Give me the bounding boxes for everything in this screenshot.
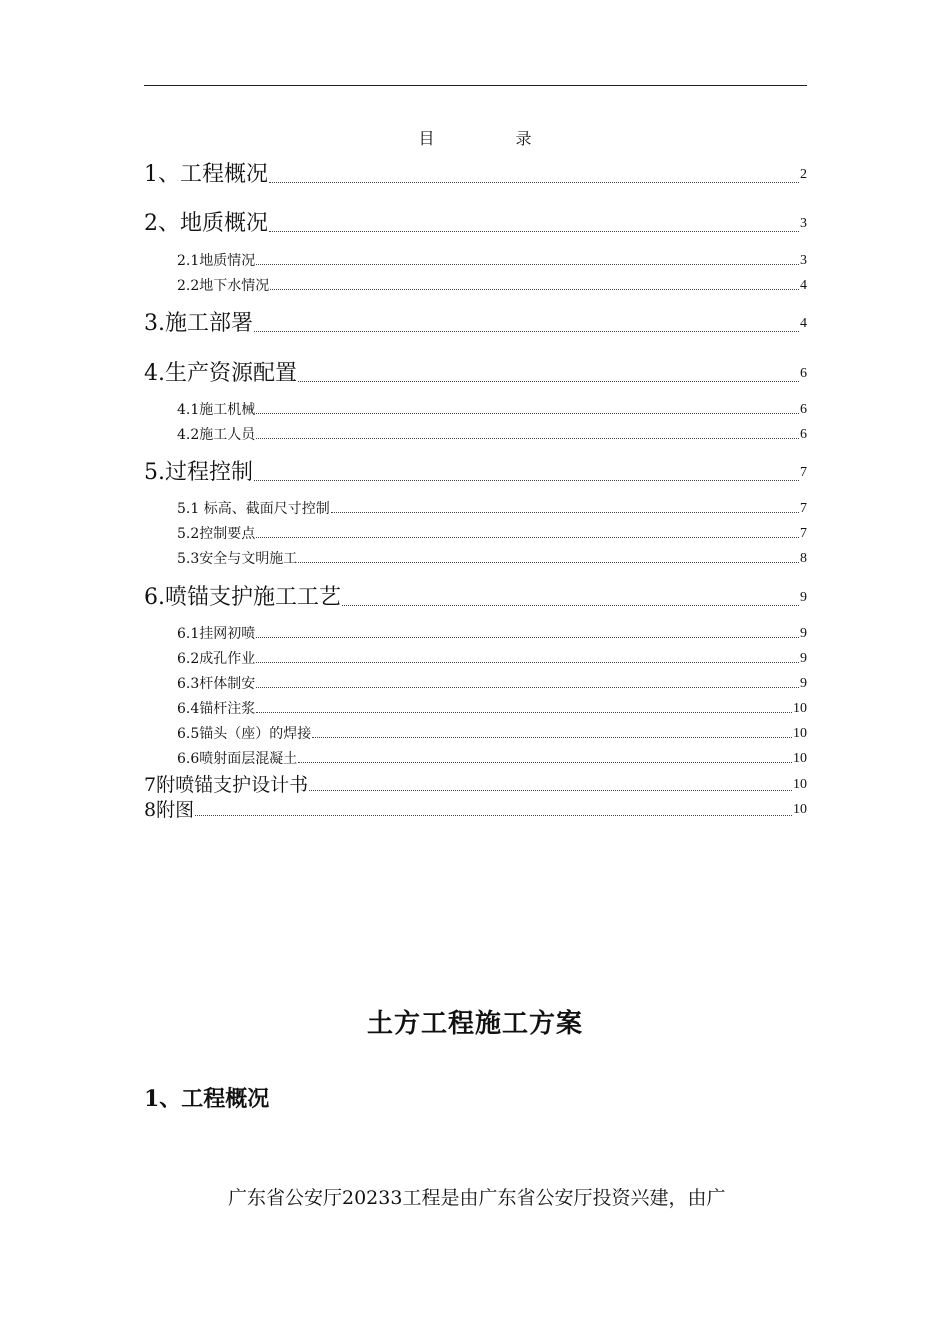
toc-entry-page: 6 xyxy=(800,402,807,417)
toc-entry[interactable] xyxy=(177,500,807,518)
toc-entry[interactable] xyxy=(144,361,807,387)
header-rule xyxy=(144,85,807,86)
toc-entry[interactable] xyxy=(144,162,807,188)
toc-entry-label: 5.2控制要点 xyxy=(177,526,256,542)
toc-entry-label: 2.2地下水情况 xyxy=(177,278,270,294)
toc-entry[interactable] xyxy=(177,401,807,419)
toc-entry-page: 7 xyxy=(800,526,807,541)
toc-entry[interactable] xyxy=(144,799,807,821)
toc-leader-dots xyxy=(298,381,799,382)
toc-entry[interactable] xyxy=(144,460,807,486)
toc-entry-label: 6.3杆体制安 xyxy=(177,676,256,692)
toc-entry-page: 4 xyxy=(800,278,807,293)
toc-entry-page: 10 xyxy=(793,726,807,741)
toc-entry[interactable] xyxy=(177,525,807,543)
toc-entry-page: 6 xyxy=(800,366,807,381)
toc-entry-label: 5.过程控制 xyxy=(144,460,253,485)
toc-leader-dots xyxy=(256,264,799,265)
toc-entry[interactable] xyxy=(177,550,807,568)
toc-entry-label: 6.6喷射面层混凝土 xyxy=(177,751,298,767)
toc-entry[interactable] xyxy=(177,675,807,693)
toc-entry-page: 10 xyxy=(793,802,807,817)
toc-leader-dots xyxy=(256,413,799,414)
toc-entry[interactable] xyxy=(177,725,807,743)
toc-leader-dots xyxy=(331,512,799,513)
toc-entry-page: 8 xyxy=(800,551,807,566)
toc-entry-page: 10 xyxy=(793,701,807,716)
toc-entry[interactable] xyxy=(177,650,807,668)
toc-leader-dots xyxy=(254,480,799,481)
toc-entry-page: 9 xyxy=(800,590,807,605)
toc-entry[interactable] xyxy=(177,252,807,270)
section-heading: 1、工程概况 xyxy=(144,1086,270,1112)
toc-entry-page: 3 xyxy=(800,216,807,231)
document-title: 土方工程施工方案 xyxy=(366,1009,583,1039)
toc-entry-page: 9 xyxy=(800,676,807,691)
toc-entry-label: 2、地质概况 xyxy=(144,211,268,236)
toc-leader-dots xyxy=(256,537,799,538)
toc-entry[interactable] xyxy=(144,585,807,611)
toc-leader-dots xyxy=(298,562,799,563)
toc-entry-page: 9 xyxy=(800,651,807,666)
toc-entry-page: 6 xyxy=(800,427,807,442)
toc-leader-dots xyxy=(256,687,799,688)
toc-leader-dots xyxy=(298,762,792,763)
toc-entry-label: 6.5锚头（座）的焊接 xyxy=(177,726,312,742)
toc-entry-page: 10 xyxy=(793,751,807,766)
toc-entry-page: 9 xyxy=(800,626,807,641)
toc-entry-label: 1、工程概况 xyxy=(144,162,268,187)
toc-entry-page: 10 xyxy=(793,777,807,792)
toc-entry-label: 5.3安全与文明施工 xyxy=(177,551,298,567)
toc-leader-dots xyxy=(256,712,792,713)
toc-entry-label: 5.1 标高、截面尺寸控制 xyxy=(177,501,330,517)
toc-leader-dots xyxy=(269,231,799,232)
toc-leader-dots xyxy=(270,289,799,290)
toc-entry-page: 2 xyxy=(800,167,807,182)
body-paragraph: 广东省公安厅20233工程是由广东省公安厅投资兴建，由广 xyxy=(228,1187,726,1209)
toc-entry-label: 3.施工部署 xyxy=(144,311,253,336)
toc-entry-label: 6.1挂网初喷 xyxy=(177,626,256,642)
toc-entry-label: 2.1地质情况 xyxy=(177,253,256,269)
toc-entry[interactable] xyxy=(144,211,807,237)
toc-entry[interactable] xyxy=(177,700,807,718)
toc-entry-label: 4.1施工机械 xyxy=(177,402,256,418)
toc-entry-label: 4.2施工人员 xyxy=(177,427,256,443)
toc-entry-label: 6.喷锚支护施工工艺 xyxy=(144,585,341,610)
toc-leader-dots xyxy=(312,737,792,738)
toc-leader-dots xyxy=(269,182,799,183)
toc-leader-dots xyxy=(256,637,799,638)
toc-entry-page: 7 xyxy=(800,501,807,516)
toc-entry-label: 4.生产资源配置 xyxy=(144,361,297,386)
toc-entry-page: 4 xyxy=(800,316,807,331)
toc-entry-label: 6.2成孔作业 xyxy=(177,651,256,667)
toc-entry[interactable] xyxy=(177,750,807,768)
toc-leader-dots xyxy=(195,815,792,816)
toc-entry-label: 8附图 xyxy=(144,799,195,821)
toc-leader-dots xyxy=(256,438,799,439)
toc-entry-label: 6.4锚杆注浆 xyxy=(177,701,256,717)
toc-leader-dots xyxy=(342,605,799,606)
toc-entry[interactable] xyxy=(177,426,807,444)
toc-leader-dots xyxy=(256,662,799,663)
toc-leader-dots xyxy=(309,790,792,791)
toc-entry[interactable] xyxy=(177,277,807,295)
toc-leader-dots xyxy=(254,331,799,332)
toc-entry[interactable] xyxy=(144,774,807,796)
toc-entry-page: 7 xyxy=(800,465,807,480)
toc-entry[interactable] xyxy=(177,625,807,643)
toc-entry-page: 3 xyxy=(800,253,807,268)
toc-heading: 目 录 xyxy=(418,129,570,148)
toc-entry-label: 7附喷锚支护设计书 xyxy=(144,774,309,796)
toc-entry[interactable] xyxy=(144,311,807,337)
